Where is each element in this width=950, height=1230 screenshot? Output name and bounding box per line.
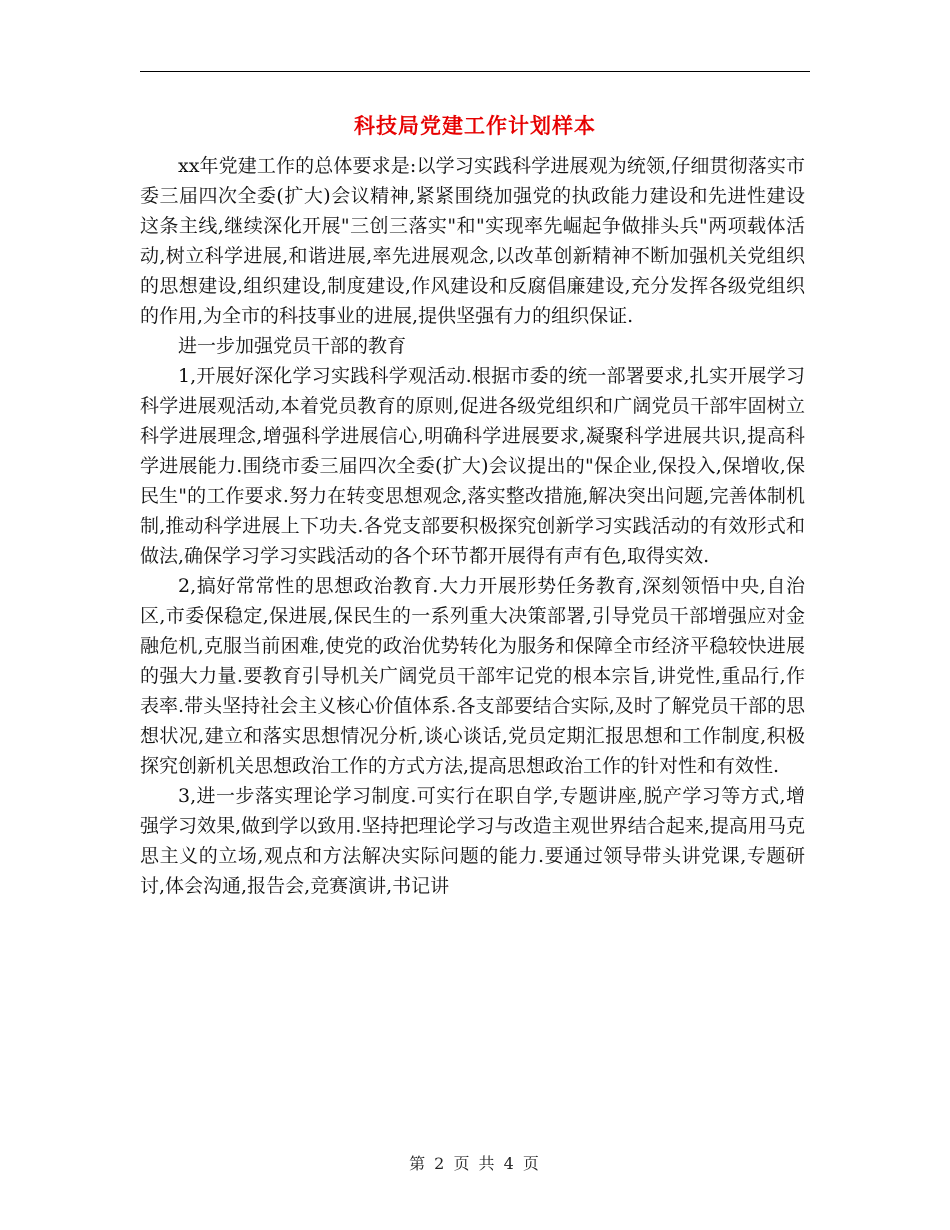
paragraph-item-2: 2,搞好常常性的思想政治教育.大力开展形势任务教育,深刻领悟中央,自治区,市委保稳定,保进展,保民生的一系列重大决策部署,引导党员干部增强应对金融危机,克服当前困难,使党的政治优势转化为服务和保障全市经济平稳较快进展的强大力量.要教育引导机关广阔党员干部牢记党的根本宗旨,讲党性,重品行,作表率.带头坚持社会主义核心价值体系.各支部要结合实际,及时了解党员干部的思想状况,建立和落实思想情况分析,谈心谈话,党员定期汇报思想和工作制度,积极探究创新机关思想政治工作的方式方法,提高思想政治工作的针对性和有效性. (140, 575, 805, 777)
paragraph-item-3: 3,进一步落实理论学习制度.可实行在职自学,专题讲座,脱产学习等方式,增强学习效果,做到学以致用.坚持把理论学习与改造主观世界结合起来,提高用马克思主义的立场,观点和方法解决实际问题的能力.要通过领导带头讲党课,专题研讨,体会沟通,报告会,竞赛演讲,书记讲 (140, 785, 805, 897)
document-title: 科技局党建工作计划样本 (354, 113, 596, 138)
page-footer: 第 2 页 共 4 页 (409, 1154, 541, 1173)
paragraph-item-1: 1,开展好深化学习实践科学观活动.根据市委的统一部署要求,扎实开展学习科学进展观活动,本着党员教育的原则,促进各级党组织和广阔党员干部牢固树立科学进展理念,增强科学进展信心,明确科学进展要求,凝聚科学进展共识,提高科学进展能力.围绕市委三届四次全委(扩大)会议提出的"保企业,保投入,保增收,保民生"的工作要求.努力在转变思想观念,落实整改措施,解决突出问题,完善体制机制,推动科学进展上下功夫.各党支部要积极探究创新学习实践活动的有效形式和做法,确保学习学习实践活动的各个环节都开展得有声有色,取得实效. (140, 365, 805, 567)
header-rule (140, 71, 810, 72)
paragraph-intro: xx年党建工作的总体要求是:以学习实践科学进展观为统领,仔细贯彻落实市委三届四次全委(扩大)会议精神,紧紧围绕加强党的执政能力建设和先进性建设这条主线,继续深化开展"三创三落实"和"实现率先崛起争做排头兵"两项载体活动,树立科学进展,和谐进展,率先进展观念,以改革创新精神不断加强机关党组织的思想建设,组织建设,制度建设,作风建设和反腐倡廉建设,充分发挥各级党组织的作用,为全市的科技事业的进展,提供坚强有力的组织保证. (140, 155, 805, 327)
document-body (140, 151, 805, 901)
section-heading: 进一步加强党员干部的教育 (178, 335, 407, 357)
